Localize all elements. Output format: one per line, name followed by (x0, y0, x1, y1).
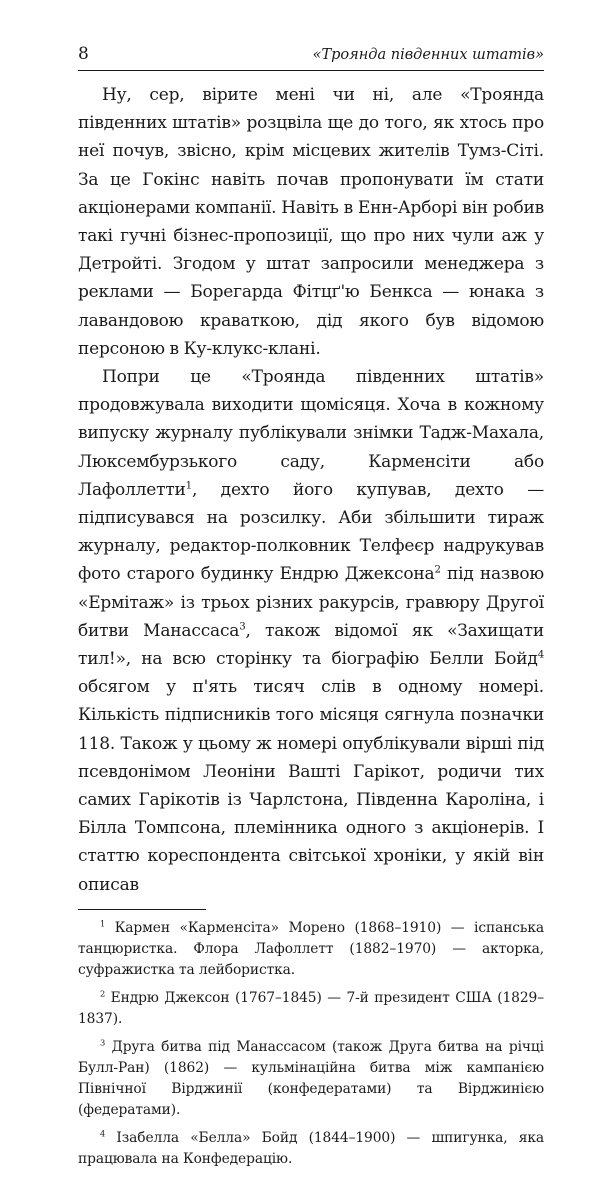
running-title: «Троянда південних штатів» (312, 47, 544, 63)
footnote-mark: 3 (100, 1037, 106, 1048)
footnote-text: Ізабелла «Белла» Бойд (1844–1900) — шпигунка, яка працювала на Конфедерацію. (78, 1129, 544, 1167)
paragraph-text: , дехто його купував, дехто — підписувався на розсилку. Аби збільшити тираж журналу, редактор-полковник Телфеєр надрукував фото старого будинку Ендрю Джексона (78, 479, 544, 585)
footnote-3 (78, 1037, 544, 1121)
paragraph-text: Ну, сер, вірите мені чи ні, але «Троянда південних штатів» розцвіла ще до того, як хтось про неї почув, звісно, крім місцевих жителів Тумз-Сіті. За це Гокінс навіть почав пропонувати їм стати акціонерами компанії. Навіть в Енн-Арборі він робив такі гучні бізнес-пропозиції, що про них чули аж у Детройті. Згодом у штат запросили менеджера з реклами — Борегарда Фітцґ'ю Бенкса — юнака з лавандовою краваткою, дід якого був відомою персоною в Ку-клукс-клані. (78, 85, 544, 359)
footnote-4 (78, 1128, 544, 1170)
footnote-ref-4[interactable]: 4 (537, 649, 544, 661)
running-head (78, 44, 544, 71)
footnote-ref-3[interactable]: 3 (239, 621, 246, 633)
page-number: 8 (78, 44, 89, 64)
footnote-text: Ендрю Джексон (1767–1845) — 7-й президент США (1829–1837). (78, 989, 544, 1027)
paragraph-text: Попри це «Троянда південних штатів» продовжувала виходити щомісяця. Хоча в кожному випуску журналу публікували знімки Тадж-Махала, Люксембурзького саду, Карменсіти або Лафоллетти (78, 367, 544, 500)
footnote-ref-1[interactable]: 1 (185, 480, 192, 492)
footnote-1 (78, 918, 544, 981)
paragraph-text: , також відомої як «Захищати тил!», на всю сторінку та біографію Белли Бойд (78, 620, 544, 670)
footnote-ref-2[interactable]: 2 (434, 564, 441, 576)
footnote-text: Кармен «Карменсіта» Морено (1868–1910) — іспанська танцюристка. Флора Лафоллетт (1882–1970) — акторка, суфражистка та лейбористка. (78, 919, 544, 978)
footnote-mark: 1 (100, 918, 106, 929)
footnote-text: Друга битва під Манассасом (також Друга битва на річці Булл-Ран) (1862) — кульмінаційна битва між кампанією Північної Вірджинії (конфедератами) та Вірджинією (федератами). (78, 1038, 544, 1118)
paragraph-text: обсягом у п'ять тисяч слів в одному номері. Кількість підписників того місяця сягнула позначки 118. Також у цьому ж номері опублікували вірші під псевдонімом Леоніни Вашті Гарікот, родичи тих самих Гарікотів із Чарлстона, Південна Кароліна, і Білла Томпсона, племінника одного з акціонерів. І статтю кореспондента світської хроніки, у якій він описав (78, 677, 544, 895)
body-text (78, 81, 544, 899)
paragraph-2 (78, 363, 544, 899)
book-page (78, 44, 544, 1177)
paragraph-1 (78, 81, 544, 363)
footnotes (78, 918, 544, 1170)
footnote-mark: 4 (100, 1128, 106, 1139)
footnote-divider (78, 909, 206, 910)
footnote-mark: 2 (100, 988, 106, 999)
paragraph-text: під назвою «Ермітаж» із трьох різних ракурсів, гравюру Другої битви Манассаса (78, 564, 544, 641)
